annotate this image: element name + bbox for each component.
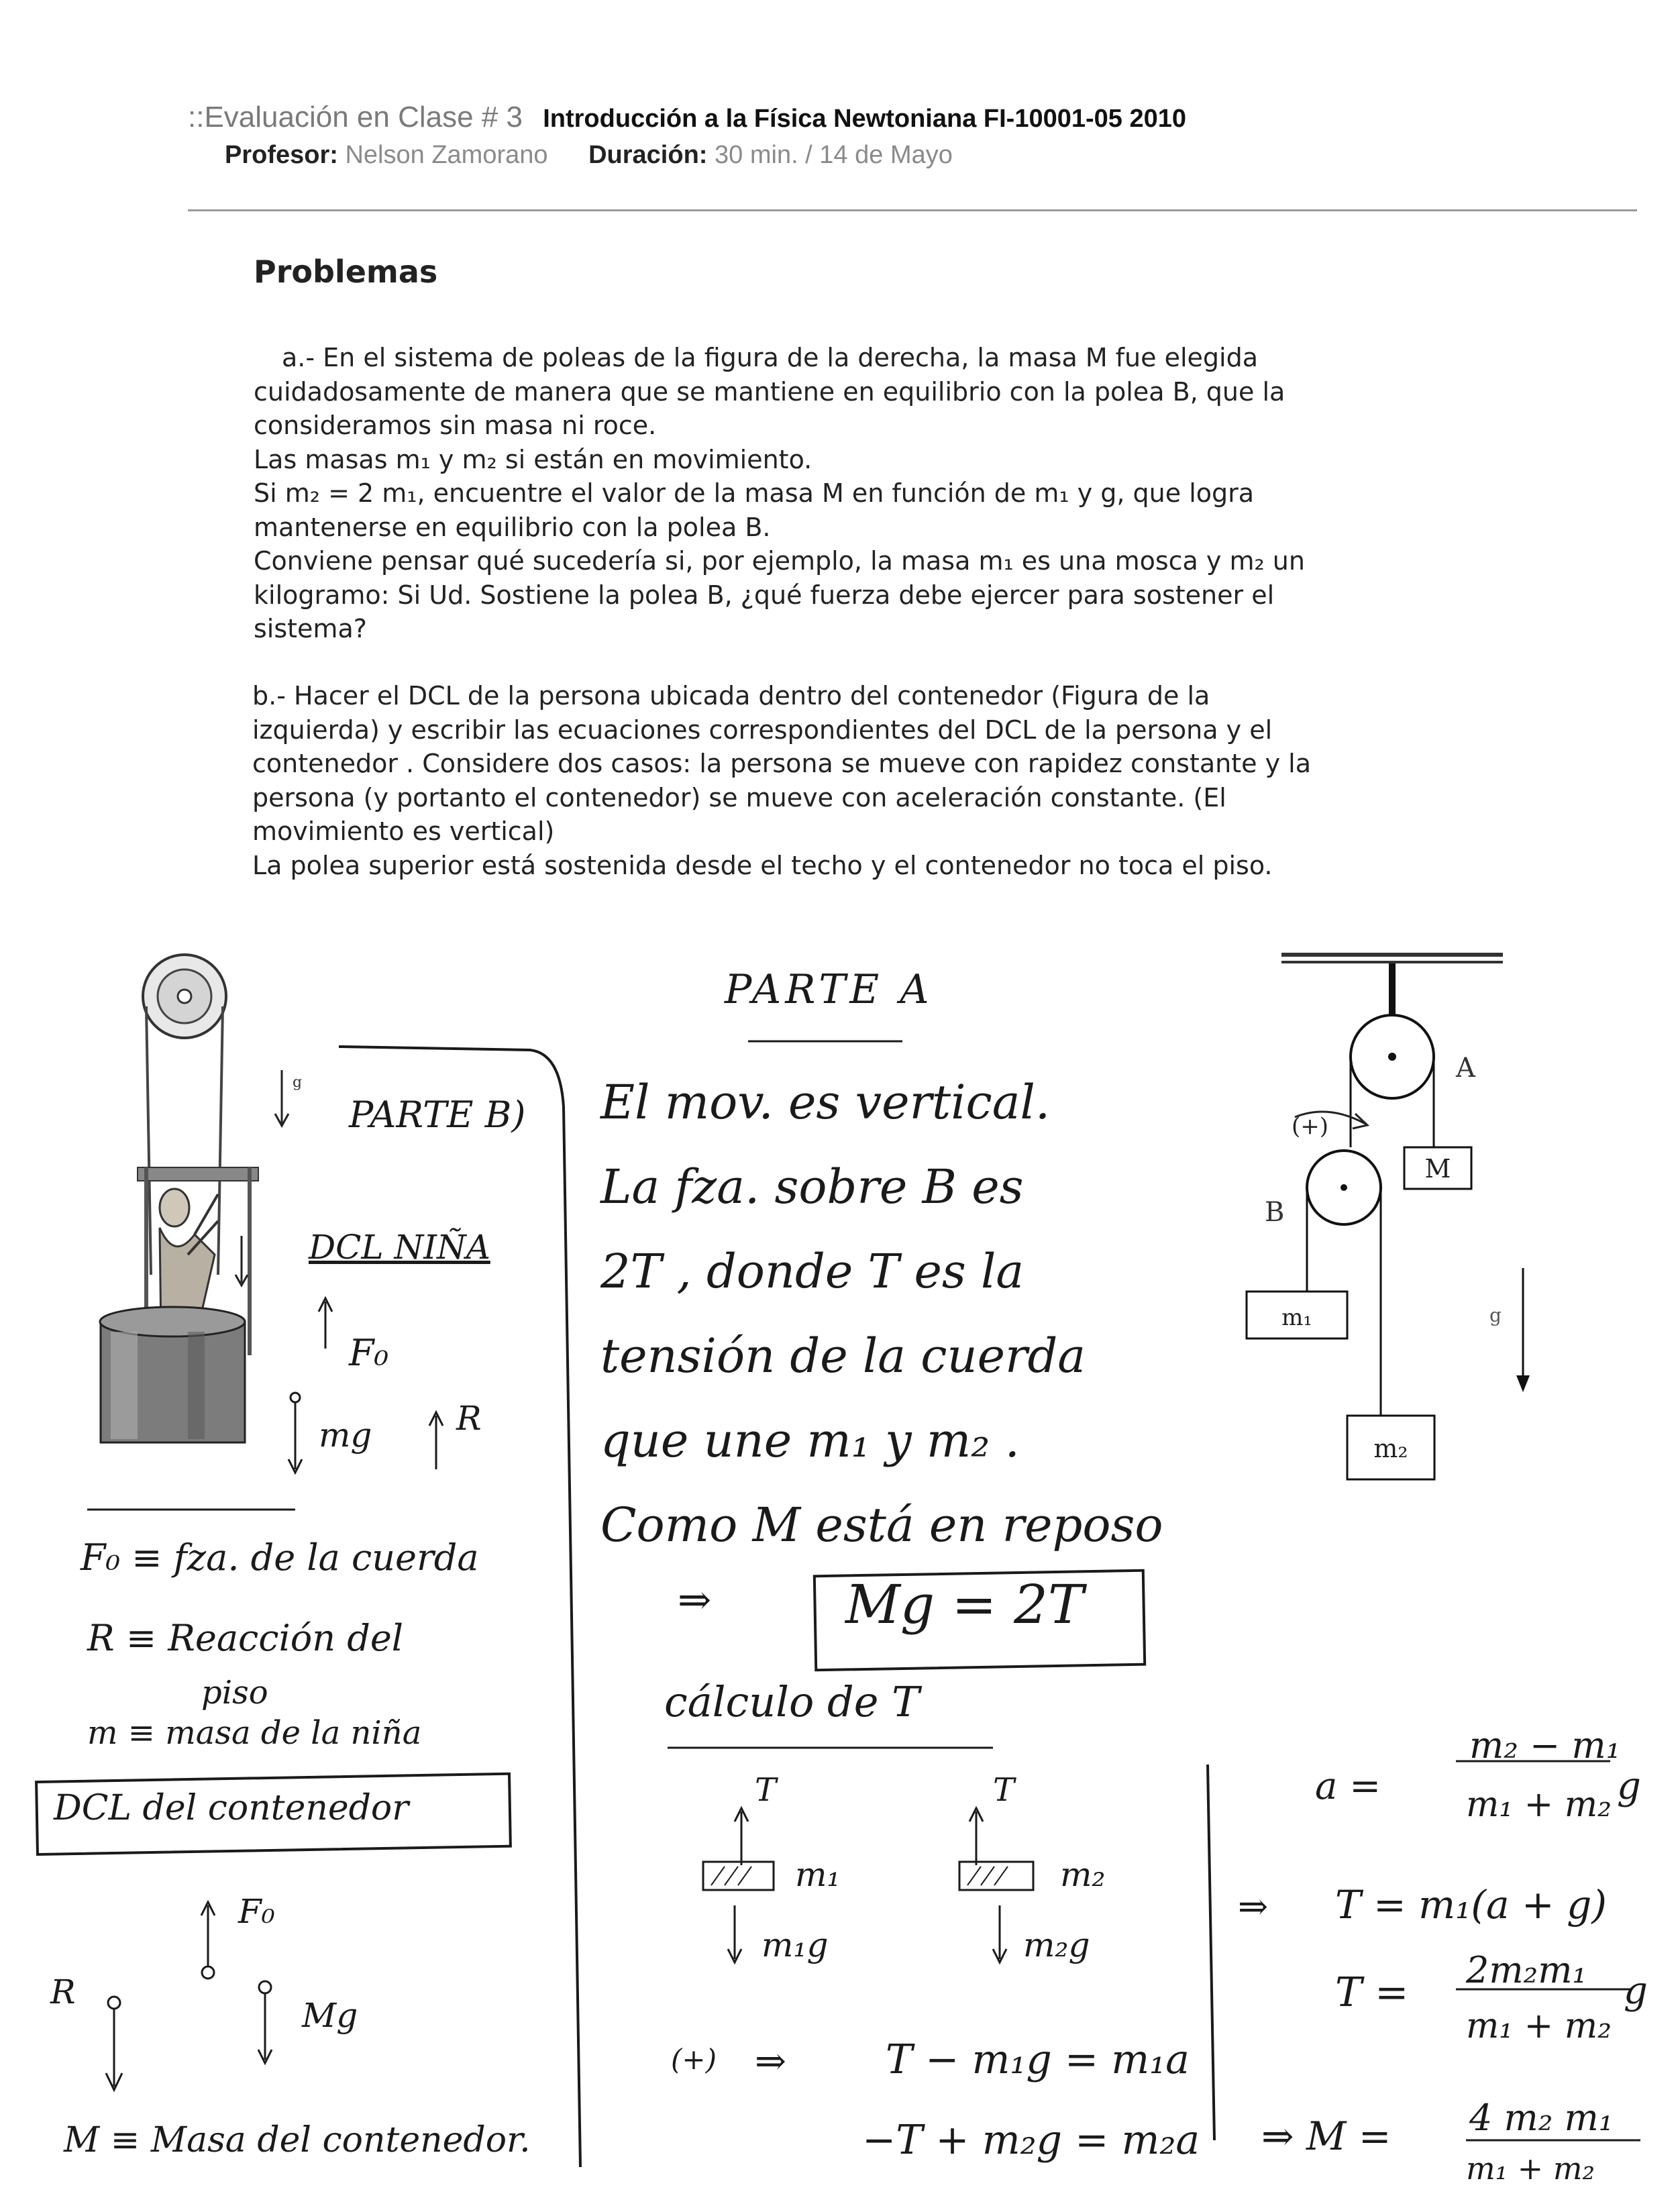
nina-force-fo: F₀ (349, 1332, 389, 1374)
definition-fo: F₀ ≡ fza. de la cuerda (81, 1536, 479, 1579)
mass-m2-label: m₂ (1373, 1434, 1408, 1463)
dcl-nina-heading: DCL NIÑA (309, 1228, 490, 1267)
problem-a (254, 341, 1305, 646)
tension-eq2-lhs: T = (1335, 1969, 1409, 2016)
equation-m2: −T + m₂g = m₂a (862, 2117, 1200, 2164)
parte-a-line: La fza. sobre B es (600, 1159, 1024, 1214)
calculo-heading: cálculo de T (664, 1677, 920, 1726)
mass-M-numerator: 4 m₂ m₁ (1469, 2097, 1614, 2139)
tension-denominator: m₁ + m₂ (1466, 2006, 1612, 2046)
problem-a-line: Las masas m₁ y m₂ si están en movimiento. (254, 444, 812, 474)
definition-r-line2: piso (201, 1674, 268, 1712)
problem-a-line: cuidadosamente de manera que se mantiene en equilibrio con la polea B, que la (254, 376, 1285, 407)
parte-a-line: tensión de la cuerda (600, 1328, 1086, 1383)
parte-a-line: Como M está en reposo (600, 1497, 1163, 1553)
contenedor-force-mg: Mg (302, 1996, 358, 2035)
parte-b-heading: PARTE B) (349, 1094, 526, 1136)
definition-M: M ≡ Masa del contenedor. (64, 2120, 531, 2160)
definition-m: m ≡ masa de la niña (87, 1714, 422, 1752)
evaluation-header (188, 101, 1186, 134)
problem-a-line: sistema? (254, 614, 367, 643)
parte-a-text (600, 1060, 1163, 1567)
duracion-value: 30 min. / 14 de Mayo (715, 141, 953, 169)
evaluation-title: ::Evaluación en Clase # 3 (188, 101, 523, 134)
m1g-label: m₁g (762, 1926, 829, 1964)
contenedor-force-r: R (50, 1973, 76, 2011)
left-gravity-label: g (293, 1074, 303, 1091)
problem-b-line: movimiento es vertical) (252, 817, 555, 846)
problem-b-line: La polea superior está sostenida desde el techo y el contenedor no toca el piso. (252, 850, 1273, 880)
problem-a-line: kilogramo: Si Ud. Sostiene la polea B, ¿qué fuerza debe ejercer para sostener el (254, 580, 1275, 610)
equation-m1: T − m₁g = m₁a (886, 2036, 1190, 2083)
mass-M-lhs: ⇒ M = (1261, 2113, 1392, 2159)
problem-b-line: contenedor . Considere dos casos: la persona se mueve con rapidez constante y la (252, 749, 1312, 778)
accel-denominator: m₁ + m₂ (1466, 1785, 1612, 1825)
implies-arrow: ⇒ (678, 1577, 712, 1624)
problem-a-line: Conviene pensar qué sucedería si, por ejemplo, la masa m₁ es una mosca y m₂ un (254, 546, 1305, 576)
nina-force-r: R (456, 1399, 482, 1438)
parte-a-heading: PARTE A (725, 966, 933, 1013)
duracion-label: Duración: (588, 141, 708, 169)
m2-tension-label: T (993, 1771, 1015, 1809)
header-divider (188, 209, 1637, 211)
problem-a-line: consideramos sin masa ni roce. (254, 411, 657, 440)
pulley-b-label: B (1265, 1197, 1285, 1228)
m2g-label: m₂g (1023, 1926, 1090, 1964)
parte-a-line: 2T , donde T es la (600, 1244, 1025, 1299)
profesor-name: Nelson Zamorano (345, 141, 548, 169)
definition-r-line1: R ≡ Reacción del (87, 1617, 404, 1659)
profesor-label: Profesor: (225, 141, 338, 169)
problem-b-line: persona (y portanto el contenedor) se mueve con aceleración constante. (El (252, 782, 1226, 812)
mass-M-label: M (1424, 1154, 1451, 1184)
parte-a-line: El mov. es vertical. (600, 1075, 1051, 1130)
problem-b-line: izquierda) y escribir las ecuaciones correspondientes del DCL de la persona y el (252, 715, 1273, 745)
problem-b-line: b.- Hacer el DCL de la persona ubicada dentro del contenedor (Figura de la (252, 681, 1210, 711)
gravity-label: g (1489, 1304, 1502, 1326)
contenedor-force-fo: F₀ (238, 1892, 275, 1931)
m1-tension-label: T (755, 1771, 777, 1809)
positive-sign: (+) (671, 2043, 717, 2076)
tension-numerator: 2m₂m₁ (1466, 1949, 1587, 1991)
implies-arrow-right: ⇒ (1238, 1885, 1269, 1928)
problem-a-line: Si m₂ = 2 m₁, encuentre el valor de la masa M en función de m₁ y g, que logra (254, 478, 1255, 508)
tension-g: g (1624, 1969, 1648, 2013)
accel-lhs: a = (1315, 1765, 1381, 1808)
mass-M-denominator: m₁ + m₂ (1466, 2150, 1595, 2187)
nina-force-mg: mg (319, 1416, 372, 1455)
mass-m1-label: m₁ (1281, 1304, 1312, 1331)
problem-a-line: mantenerse en equilibrio con la polea B. (254, 512, 771, 542)
parte-a-line: que une m₁ y m₂ . (600, 1413, 1020, 1468)
m2-label: m₂ (1060, 1855, 1106, 1894)
section-title: Problemas (254, 254, 438, 290)
dcl-contenedor-heading: DCL del contenedor (54, 1788, 409, 1828)
m1-label: m₁ (795, 1855, 841, 1894)
block-m1 (703, 1862, 774, 1890)
accel-numerator: m₂ − m₁ (1469, 1724, 1621, 1767)
pulley-a-label: A (1456, 1053, 1475, 1084)
ceiling (1281, 953, 1503, 957)
boxed-equation: Mg = 2T (845, 1573, 1084, 1636)
tension-eq1: T = m₁(a + g) (1335, 1882, 1607, 1928)
header-subline (225, 141, 953, 170)
implies-arrow: ⇒ (755, 2040, 786, 2083)
problem-a-line: a.- En el sistema de poleas de la figura de la derecha, la masa M fue elegida (282, 343, 1259, 372)
problem-b (252, 679, 1311, 882)
course-title: Introducción a la Física Newtoniana FI-10001-05 2010 (543, 105, 1187, 133)
positive-direction-label: (+) (1292, 1113, 1329, 1140)
accel-g: g (1617, 1765, 1641, 1808)
block-m2 (959, 1862, 1033, 1890)
